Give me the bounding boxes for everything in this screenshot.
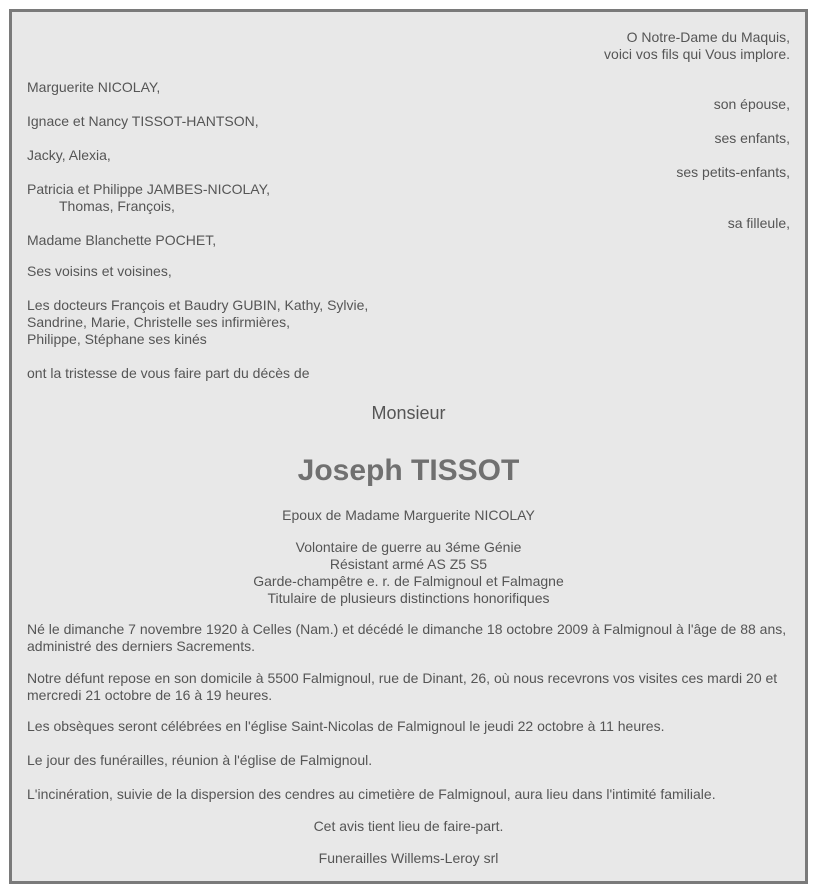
family-name-spouse: Marguerite NICOLAY, <box>27 79 161 95</box>
family-name-jambes: Patricia et Philippe JAMBES-NICOLAY, <box>27 181 271 197</box>
doctors-line-3: Philippe, Stéphane ses kinés <box>27 331 207 347</box>
family-name-children: Ignace et Nancy TISSOT-HANTSON, <box>27 113 259 129</box>
family-relation-children: ses enfants, <box>714 130 790 146</box>
invocation-line-1: O Notre-Dame du Maquis, <box>626 29 790 45</box>
obituary-card <box>9 9 808 884</box>
neighbors-line: Ses voisins et voisines, <box>27 263 172 279</box>
funeral-home-line: Funerailles Willems-Leroy srl <box>318 850 499 866</box>
notice-line: Cet avis tient lieu de faire-part. <box>313 818 504 834</box>
funeral-paragraph: Les obsèques seront célébrées en l'église Saint-Nicolas de Falmignoul le jeudi 22 octobre à 11 heures. <box>27 718 665 734</box>
deceased-title: Monsieur <box>371 403 446 423</box>
distinction-line-3: Garde-champêtre e. r. de Falmignoul et Falmagne <box>253 573 564 589</box>
family-relation-spouse: son épouse, <box>713 96 790 112</box>
family-name-pochet: Madame Blanchette POCHET, <box>27 232 217 248</box>
cremation-paragraph: L'incinération, suivie de la dispersion des cendres au cimetière de Falmignoul, aura lieu dans l'intimité familiale. <box>27 786 716 802</box>
birth-death-paragraph: Né le dimanche 7 novembre 1920 à Celles (Nam.) et décédé le dimanche 18 octobre 2009 à Falmignoul à l'âge de 88 ans, administré des derniers Sacrements. <box>27 621 787 654</box>
meeting-paragraph: Le jour des funérailles, réunion à l'église de Falmignoul. <box>27 752 373 768</box>
family-relation-grandchildren: ses petits-enfants, <box>676 164 790 180</box>
distinction-line-4: Titulaire de plusieurs distinctions honorifiques <box>267 590 550 606</box>
announcement-line: ont la tristesse de vous faire part du décès de <box>27 365 310 381</box>
doctors-line-2: Sandrine, Marie, Christelle ses infirmières, <box>27 314 290 330</box>
deceased-name: Joseph TISSOT <box>297 454 520 487</box>
family-name-grandchildren: Jacky, Alexia, <box>27 147 111 163</box>
family-subnames-jambes: Thomas, François, <box>59 198 175 214</box>
repose-paragraph: Notre défunt repose en son domicile à 5500 Falmignoul, rue de Dinant, 26, où nous recevrons vos visites ces mardi 20 et mercredi 21 octobre de 16 à 19 heures. <box>27 670 778 703</box>
invocation-line-2: voici vos fils qui Vous implore. <box>604 46 790 62</box>
family-relation-goddaughter: sa filleule, <box>727 215 790 231</box>
distinction-line-1: Volontaire de guerre au 3éme Génie <box>295 539 522 555</box>
distinction-line-2: Résistant armé AS Z5 S5 <box>329 556 488 572</box>
deceased-spouse: Epoux de Madame Marguerite NICOLAY <box>282 507 535 523</box>
doctors-line-1: Les docteurs François et Baudry GUBIN, Kathy, Sylvie, <box>27 297 369 313</box>
